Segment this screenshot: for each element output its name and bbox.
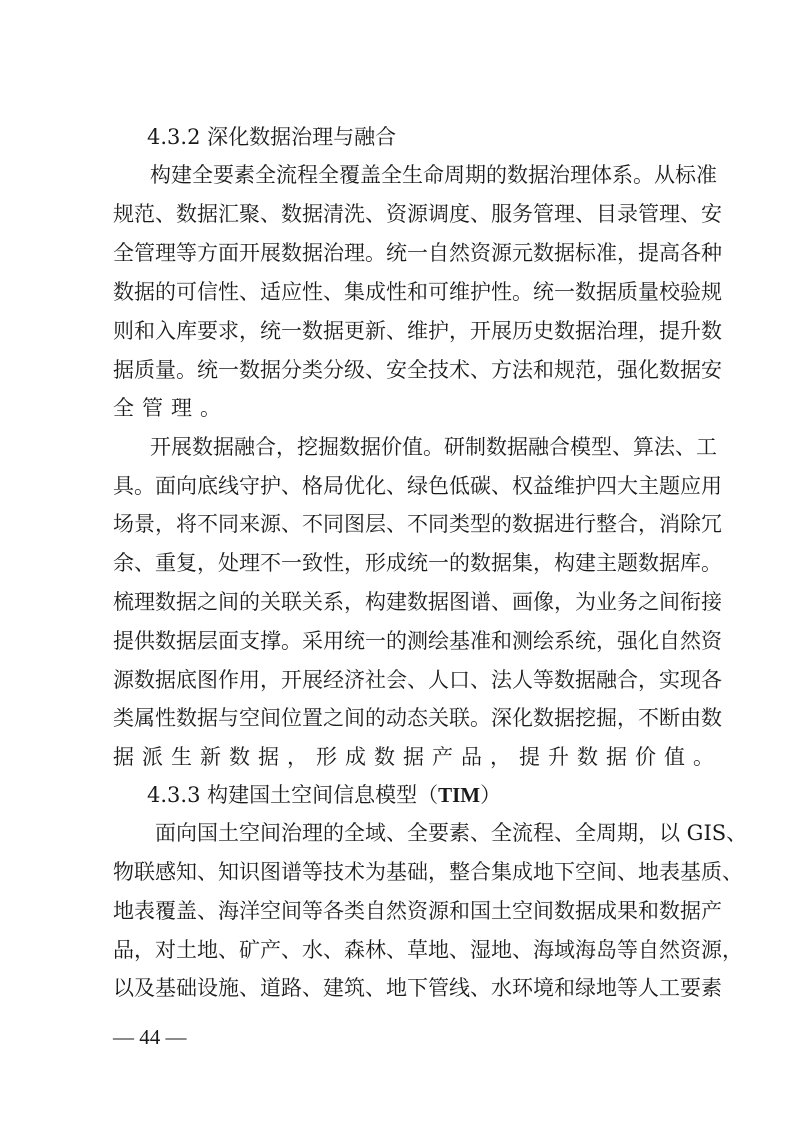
text-line: 场景，将不同来源、不同图层、不同类型的数据进行整合，消除冗 xyxy=(113,512,722,536)
section-heading xyxy=(147,781,501,809)
text-line: 具。面向底线守护、格局优化、绿色低碳、权益维护四大主题应用 xyxy=(113,474,722,498)
heading-close: ） xyxy=(480,783,502,807)
text-line: 类属性数据与空间位置之间的动态关联。深化数据挖掘，不断由数 xyxy=(113,706,722,730)
text-line: 构建全要素全流程全覆盖全生命周期的数据治理体系。从标准 xyxy=(150,163,717,187)
text-line: 余、重复，处理不一致性，形成统一的数据集，构建主题数据库。 xyxy=(113,551,722,575)
text-line: 全管理等方面开展数据治理。统一自然资源元数据标准，提高各种 xyxy=(113,241,722,265)
heading-acronym: TIM xyxy=(438,783,481,807)
text-line: 全管理。 xyxy=(113,396,229,420)
text-line: 数据的可信性、适应性、集成性和可维护性。统一数据质量校验规 xyxy=(113,280,722,304)
text-line: 物联感知、知识图谱等技术为基础，整合集成地下空间、地表基质、 xyxy=(113,860,743,884)
text-line: 以及基础设施、道路、建筑、地下管线、水环境和绿地等人工要素 xyxy=(113,976,722,1000)
text-line: 梳理数据之间的关联关系，构建数据图谱、画像，为业务之间衔接 xyxy=(113,590,722,614)
text-line: 地表覆盖、海洋空间等各类自然资源和国土空间数据成果和数据产 xyxy=(113,899,722,923)
page-number: — 44 — xyxy=(113,1025,187,1049)
heading-text: 4.3.3 构建国土空间信息模型（ xyxy=(147,783,439,807)
text-line: 品，对土地、矿产、水、森林、草地、湿地、海域海岛等自然资源， xyxy=(113,938,743,962)
text-line: 则和入库要求，统一数据更新、维护，开展历史数据治理，提升数 xyxy=(113,319,722,343)
section-heading: 4.3.2 深化数据治理与融合 xyxy=(147,125,397,149)
text-line: 面向国土空间治理的全域、全要素、全流程、全周期，以 GIS、 xyxy=(155,821,748,845)
text-line: 据派生新数据，形成数据产品，提升数据价值。 xyxy=(113,745,722,769)
text-line: 开展数据融合，挖掘数据价值。研制数据融合模型、算法、工 xyxy=(150,435,717,459)
text-line: 源数据底图作用，开展经济社会、人口、法人等数据融合，实现各 xyxy=(113,668,722,692)
text-line: 据质量。统一数据分类分级、安全技术、方法和规范，强化数据安 xyxy=(113,358,722,382)
text-line: 规范、数据汇聚、数据清洗、资源调度、服务管理、目录管理、安 xyxy=(113,202,722,226)
text-line: 提供数据层面支撑。采用统一的测绘基准和测绘系统，强化自然资 xyxy=(113,629,722,653)
